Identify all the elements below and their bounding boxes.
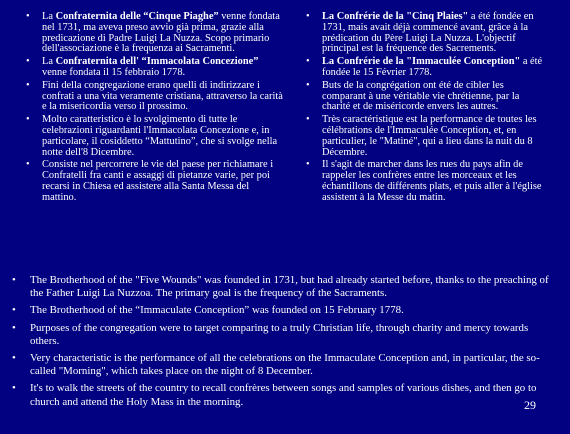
list-item: • Purposes of the congregation were to target comparing to a truly Christian life, through charity and mercy towards others.: [12, 321, 529, 347]
list-item: • Très caractéristique est la performance de toutes les célébrations de l'Immaculée Conception, et, en particulier, le "Matiné", qui a lieu dans la nuit du 8 Décembre.: [306, 114, 537, 158]
list-item: • Buts de la congrégation ont été de cibler les comparant à une véritable vie chrétienne, par la charité et de miséricorde envers les autres.: [306, 79, 520, 113]
list-item: • La Confraternita delle “Cinque Piaghe” venne fondata nel 1731, ma aveva preso avvio già prima, grazie alla predicazione di Padre Luigi La Nuzza. Scopo primario dell'associazione è la frequenza ai Sacramenti.: [26, 11, 280, 55]
list-item: • La Confrérie de la "Cinq Plaies" a été fondée en 1731, mais avait déjà commencé avant, grâce à la prédication du Père Luigi La Nuzza. L'objectif principal est la fréquence des Sacrements.: [306, 11, 534, 55]
list-item: • Very characteristic is the performance of all the celebrations on the Immaculate Conception and, in particular, the so-called "Morning", which takes place on the night of 8 December.: [12, 352, 540, 378]
bullet-icon: •: [12, 382, 16, 395]
list-item: • The Brotherhood of the “Immaculate Conception” was founded on 15 February 1778.: [12, 304, 404, 317]
bullet-icon: •: [26, 79, 30, 91]
bullet-icon: •: [306, 79, 310, 91]
bullet-icon: •: [306, 114, 310, 126]
bullet-icon: •: [26, 114, 30, 126]
italian-column: [26, 12, 284, 206]
bullet-icon: •: [12, 274, 16, 286]
list-item: • It's to walk the streets of the country to recall confrères between songs and samples of various dishes, and then go to church and attend the Holy Mass in the morning.: [12, 382, 537, 408]
list-item: • Fini della congregazione erano quelli di indirizzare i confrati a una vita veramente cristiana, attraverso la carità e la misericordia verso il prossimo.: [26, 79, 283, 113]
list-item: • The Brotherhood of the "Five Wounds" was founded in 1731, but had already started before, thanks to the preaching of the Father Luigi La Nuzzoa. The primary goal is the frequency of the Sacraments.: [12, 274, 549, 300]
bullet-icon: •: [26, 11, 30, 22]
bullet-icon: •: [306, 11, 310, 22]
list-item: • Consiste nel percorrere le vie del paese per richiamare i Confratelli fra canti e assaggi di pietanze varie, per poi recarsi in Chiesa ed assistere alla Santa Messa del mattino.: [26, 159, 274, 203]
list-item: • La Confrérie de la "Immaculée Conception" a été fondée le 15 Février 1778.: [306, 56, 543, 78]
english-section: [12, 274, 560, 413]
bullet-icon: •: [306, 159, 310, 171]
bullet-icon: •: [12, 321, 16, 334]
page-number: 29: [524, 398, 536, 412]
french-column: [306, 12, 550, 206]
bullet-icon: •: [306, 56, 310, 68]
list-item: • La Confraternita dell' “Immacolata Concezione” venne fondata il 15 febbraio 1778.: [26, 56, 259, 78]
list-item: • Il s'agit de marcher dans les rues du pays afin de rappeler les confrères entre les morceaux et les échantillons de différents plats, et puis aller à l'église assistent à la Messe du matin.: [306, 159, 542, 203]
list-item: • Molto caratteristico è lo svolgimento di tutte le celebrazioni riguardanti l'Immacolata Concezione e, in particolare, il cosiddetto “Mattutino”, che si svolge nella notte dell'8 Dicembre.: [26, 114, 278, 158]
bullet-icon: •: [12, 304, 16, 317]
bullet-icon: •: [26, 56, 30, 68]
bullet-icon: •: [26, 159, 30, 171]
bullet-icon: •: [12, 352, 16, 365]
